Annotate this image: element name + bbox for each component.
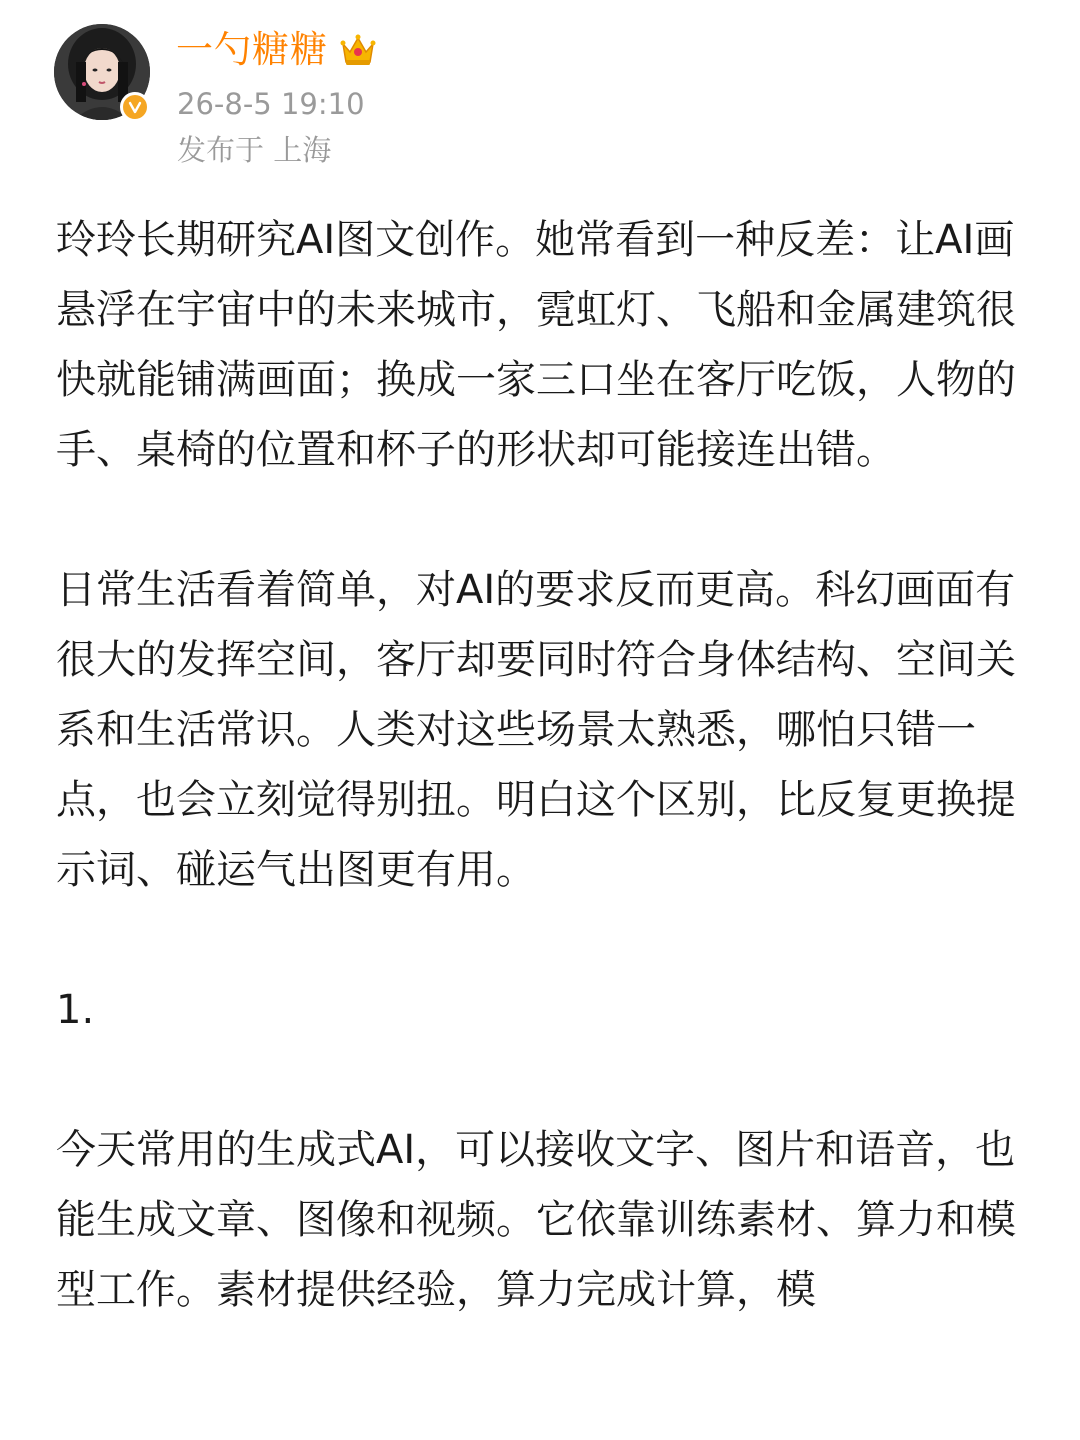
section-number: 1. <box>56 987 95 1033</box>
post-paragraph: 今天常用的生成式AI，可以接收文字、图片和语音，也能生成文章、图像和视频。它依靠训练素材、算力和模型工作。素材提供经验，算力完成计算，模 <box>56 1127 1016 1313</box>
post-header <box>54 24 1034 174</box>
username-row <box>176 26 378 74</box>
post-paragraph: 日常生活看着简单，对AI的要求反而更高。科幻画面有很大的发挥空间，客厅却要同时符合身体结构、空间关系和生活常识。人类对这些场景太熟悉，哪怕只错一点，也会立刻觉得别扭。明白这个区别，比反复更换提示词、碰运气出图更有用。 <box>56 567 1016 893</box>
verified-icon <box>120 92 150 122</box>
crown-icon[interactable] <box>338 30 378 70</box>
post-location: 发布于 上海 <box>177 133 332 167</box>
post-paragraph: 玲玲长期研究AI图文创作。她常看到一种反差：让AI画悬浮在宇宙中的未来城市，霓虹灯、飞船和金属建筑很快就能铺满画面；换成一家三口坐在客厅吃饭，人物的手、桌椅的位置和杯子的形状却可能接连出错。 <box>56 217 1016 473</box>
username[interactable]: 一勺糖糖 <box>176 28 328 71</box>
post-body <box>56 205 1036 1395</box>
post-timestamp: 26-8-5 19:10 <box>177 87 365 121</box>
